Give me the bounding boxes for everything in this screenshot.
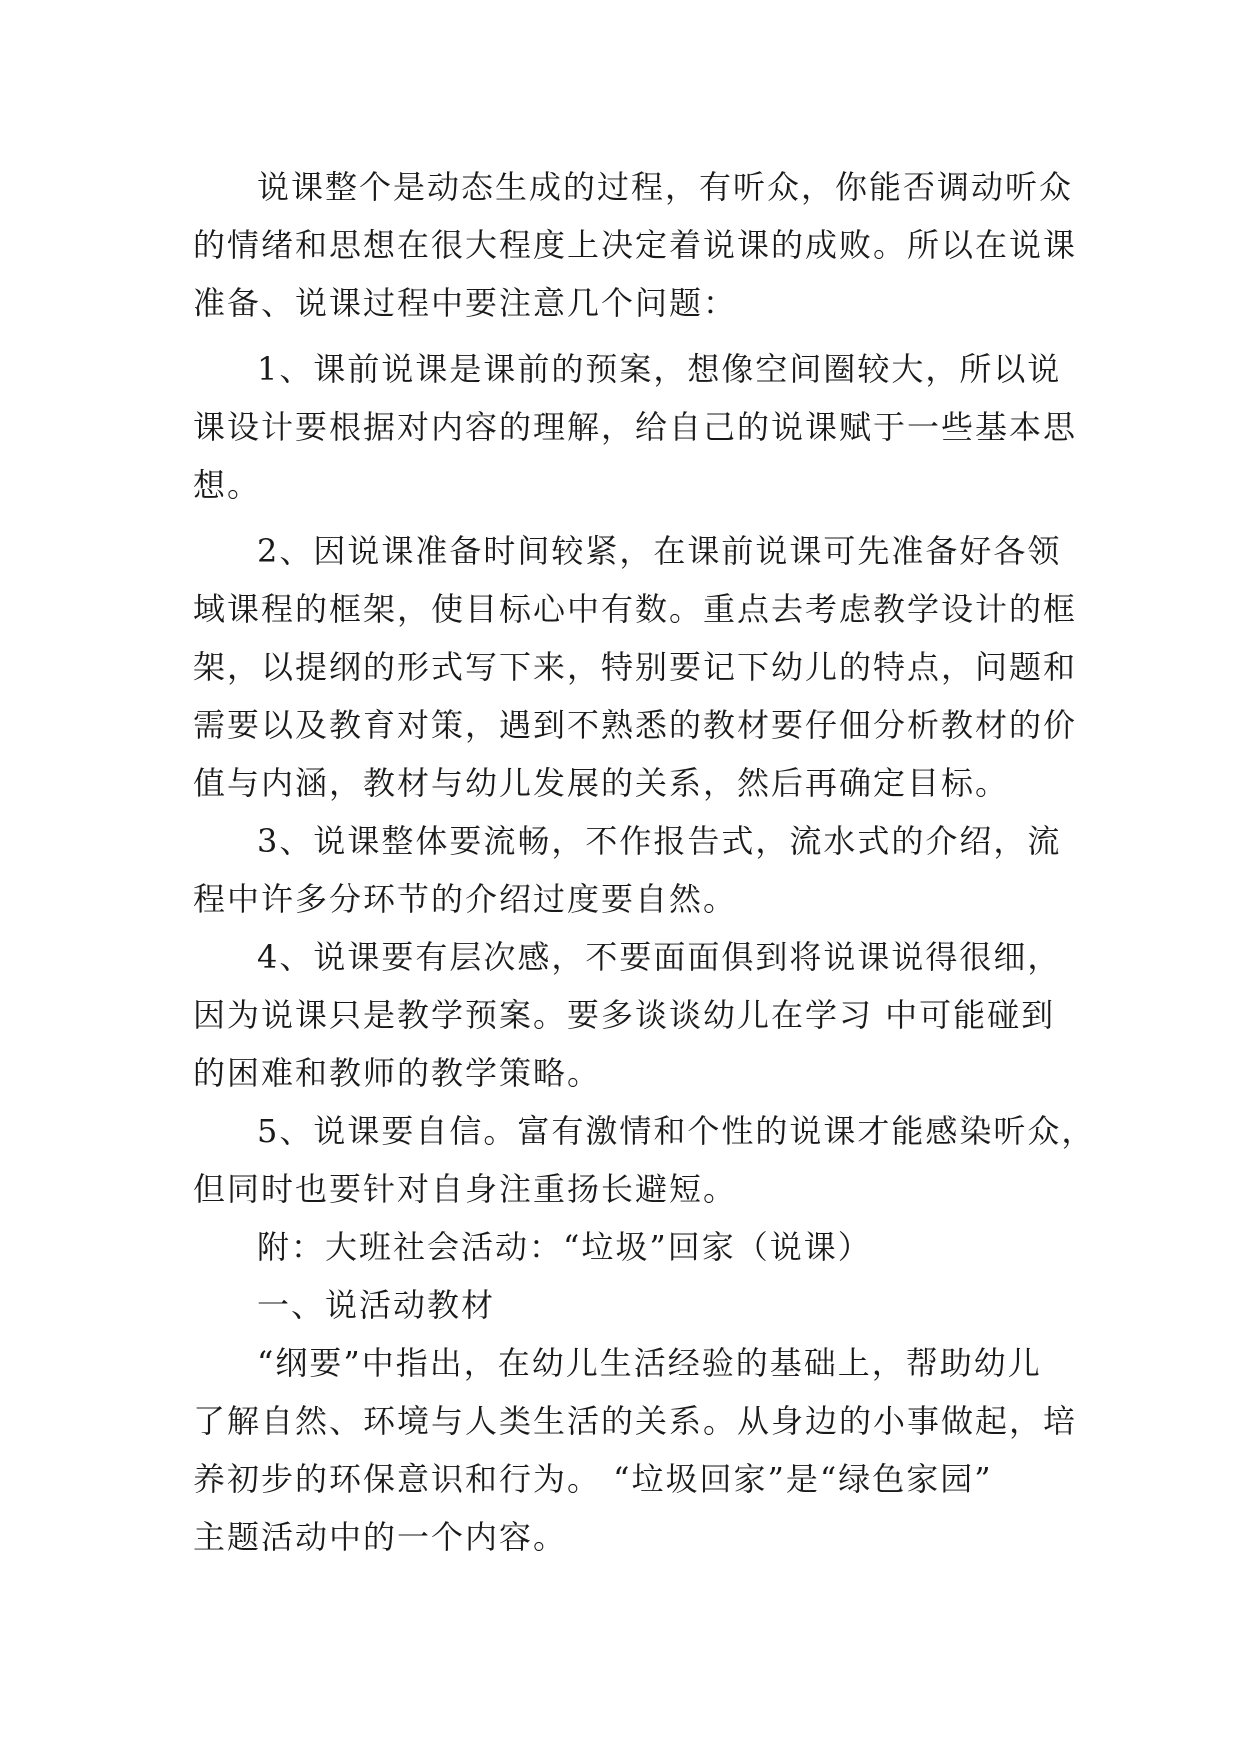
text-line: 架，以提纲的形式写下来，特别要记下幼儿的特点，问题和 bbox=[193, 648, 1078, 686]
text-line: 1、课前说课是课前的预案，想像空间圈较大，所以说 bbox=[257, 350, 1062, 388]
text-line: 课设计要根据对内容的理解，给自己的说课赋于一些基本思 bbox=[193, 408, 1078, 446]
paragraph-point-2 bbox=[193, 522, 1078, 812]
document-body bbox=[193, 158, 1096, 1566]
text-line: 5、说课要自信。富有激情和个性的说课才能感染听众， bbox=[257, 1112, 1096, 1150]
text-line: 说课整个是动态生成的过程，有听众，你能否调动听众 bbox=[257, 168, 1074, 206]
paragraph-point-1 bbox=[193, 340, 1078, 514]
text-line: 但同时也要针对自身注重扬长避短。 bbox=[193, 1170, 738, 1208]
text-line: 主题活动中的一个内容。 bbox=[193, 1518, 568, 1556]
text-line: 域课程的框架，使目标心中有数。重点去考虑教学设计的框 bbox=[193, 590, 1078, 628]
paragraph-point-4 bbox=[193, 928, 1062, 1102]
text-line: 的情绪和思想在很大程度上决定着说课的成败。所以在说课 bbox=[193, 226, 1078, 264]
paragraph-point-5 bbox=[193, 1102, 1096, 1218]
text-line: 4、说课要有层次感，不要面面俱到将说课说得很细， bbox=[257, 938, 1062, 976]
text-line: 因为说课只是教学预案。要多谈谈幼儿在学习 中可能碰到 bbox=[193, 996, 1056, 1034]
section-heading bbox=[193, 1276, 1055, 1334]
text-line: 了解自然、环境与人类生活的关系。从身边的小事做起，培 bbox=[193, 1402, 1078, 1440]
text-line: 2、因说课准备时间较紧，在课前说课可先准备好各领 bbox=[257, 532, 1062, 570]
paragraph-point-3 bbox=[193, 812, 1062, 928]
text-line: 值与内涵，教材与幼儿发展的关系，然后再确定目标。 bbox=[193, 764, 1010, 802]
paragraph-material bbox=[193, 1334, 1078, 1566]
paragraph-intro bbox=[193, 158, 1078, 332]
text-line: 的困难和教师的教学策略。 bbox=[193, 1054, 602, 1092]
text-line: 程中许多分环节的介绍过度要自然。 bbox=[193, 880, 738, 918]
text-line: 3、说课整体要流畅，不作报告式，流水式的介绍，流 bbox=[257, 822, 1062, 860]
text-line: 一、说活动教材 bbox=[257, 1286, 496, 1324]
text-line: 准备、说课过程中要注意几个问题： bbox=[193, 284, 738, 322]
text-line: 养初步的环保意识和行为。 “垃圾回家”是“绿色家园” bbox=[193, 1460, 993, 1498]
text-line: 想。 bbox=[193, 466, 262, 504]
text-line: “纲要”中指出，在幼儿生活经验的基础上，帮助幼儿 bbox=[257, 1344, 1042, 1382]
paragraph-appendix-title bbox=[193, 1218, 1055, 1276]
text-line: 需要以及教育对策，遇到不熟悉的教材要仔佃分析教材的价 bbox=[193, 706, 1078, 744]
text-line: 附：大班社会活动：“垃圾”回家（说课） bbox=[257, 1228, 872, 1266]
